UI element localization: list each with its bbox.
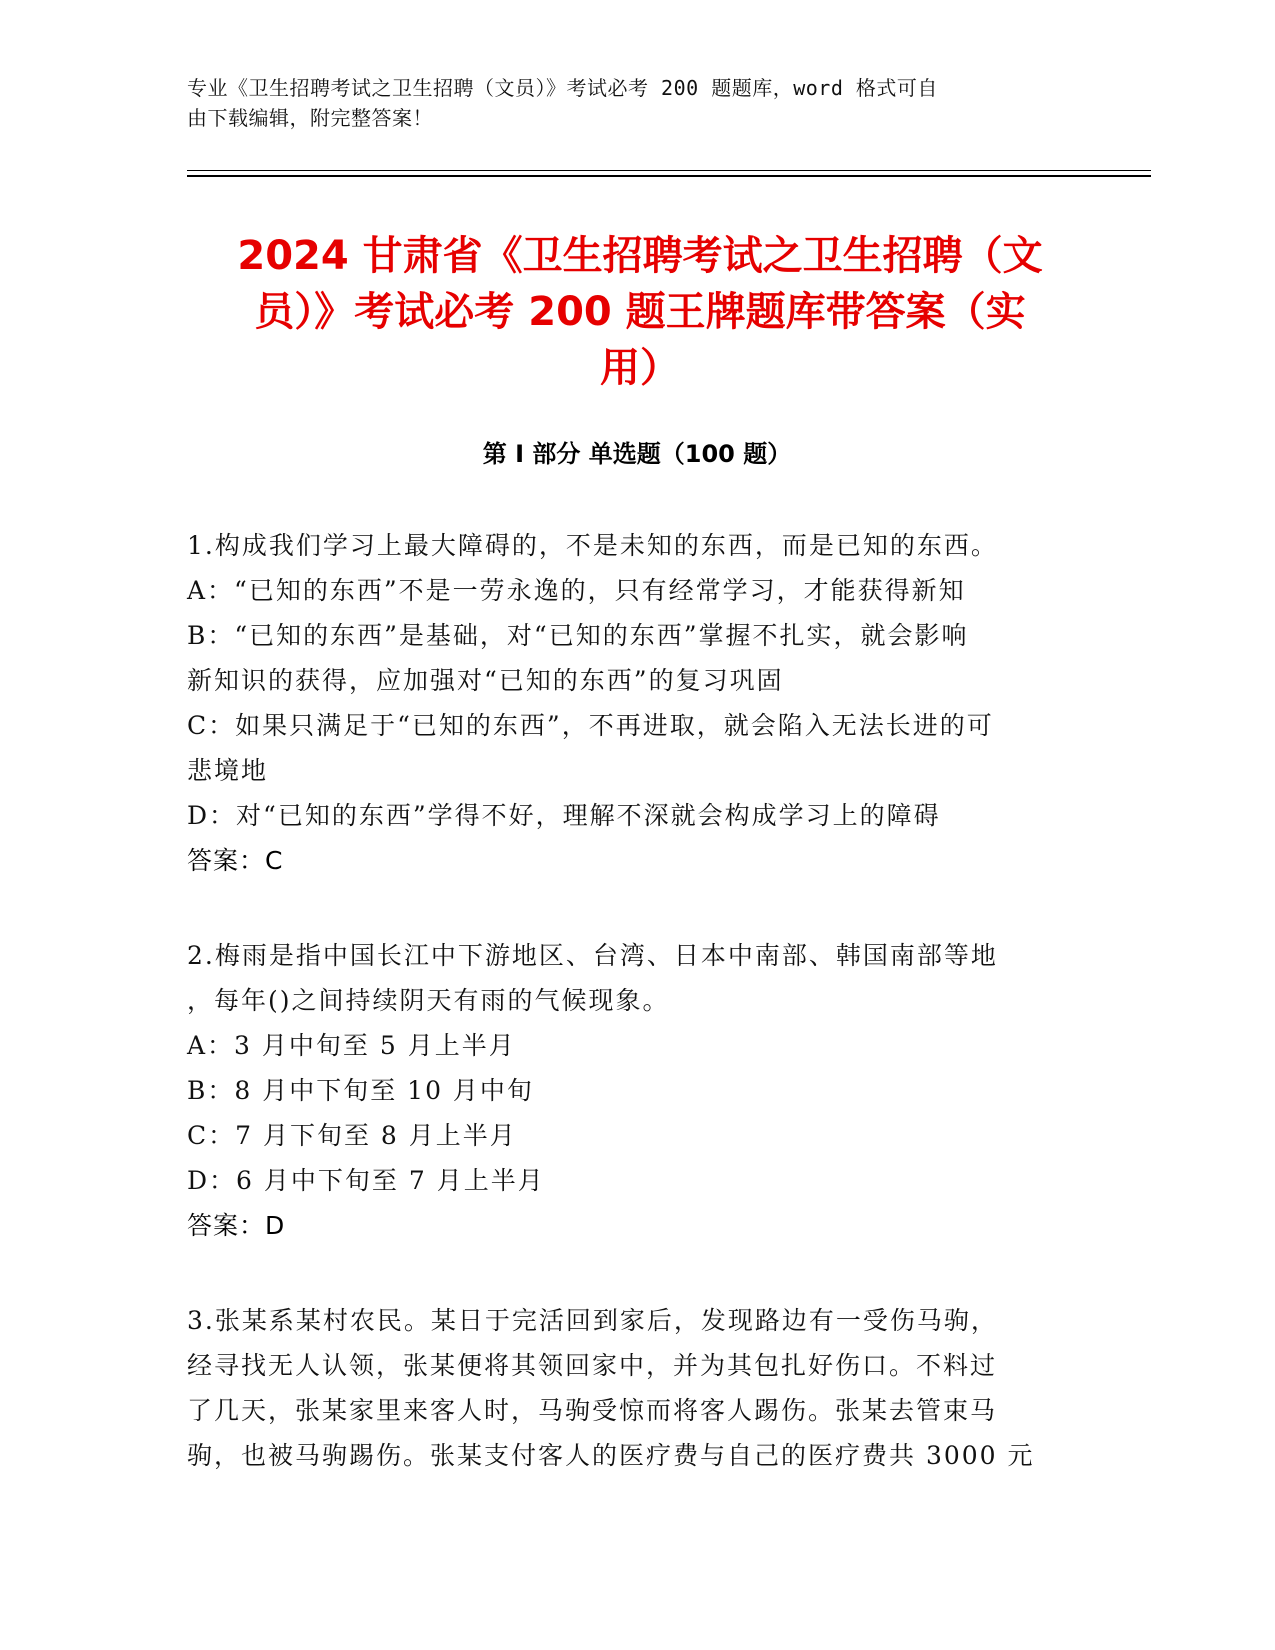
question-stem: 驹，也被马驹踢伤。张某支付客人的医疗费与自己的医疗费共 3000 元 xyxy=(187,1441,1035,1470)
question-stem: 3.张某系某村农民。某日于完活回到家后，发现路边有一受伤马驹， xyxy=(187,1306,998,1335)
header-divider-thin xyxy=(187,170,1151,171)
question-option: 新知识的获得，应加强对“已知的东西”的复习巩固 xyxy=(187,666,784,695)
section-heading: 第 I 部分 单选题（100 题） xyxy=(482,440,792,468)
question-option: A：“已知的东西”不是一劳永逸的，只有经常学习，才能获得新知 xyxy=(187,576,966,605)
question-list xyxy=(187,523,1082,1528)
document-title xyxy=(190,228,1090,396)
question-option: D：对“已知的东西”学得不好，理解不深就会构成学习上的障碍 xyxy=(187,801,941,830)
question-option: C：7 月下旬至 8 月上半月 xyxy=(187,1121,517,1150)
question-item xyxy=(187,1298,1082,1478)
title-line: 员）》考试必考 200 题王牌题库带答案（实 xyxy=(254,289,1026,335)
question-option: B：“已知的东西”是基础，对“已知的东西”掌握不扎实，就会影响 xyxy=(187,621,969,650)
question-item xyxy=(187,523,1082,883)
title-line: 2024 甘肃省《卫生招聘考试之卫生招聘（文 xyxy=(237,233,1043,279)
question-answer: 答案：C xyxy=(187,846,284,875)
question-stem: 2.梅雨是指中国长江中下游地区、台湾、日本中南部、韩国南部等地 xyxy=(187,941,998,970)
question-stem: ，每年()之间持续阴天有雨的气候现象。 xyxy=(187,986,670,1015)
question-answer: 答案：D xyxy=(187,1211,286,1240)
title-line: 用） xyxy=(600,345,680,391)
question-option: C：如果只满足于“已知的东西”，不再进取，就会陷入无法长进的可 xyxy=(187,711,994,740)
question-item xyxy=(187,933,1082,1248)
question-option: B：8 月中下旬至 10 月中旬 xyxy=(187,1076,534,1105)
question-stem: 1.构成我们学习上最大障碍的，不是未知的东西，而是已知的东西。 xyxy=(187,531,998,560)
document-intro xyxy=(187,73,1067,133)
question-stem: 了几天，张某家里来客人时，马驹受惊而将客人踢伤。张某去管束马 xyxy=(187,1396,998,1425)
question-option: A：3 月中旬至 5 月上半月 xyxy=(187,1031,516,1060)
intro-line: 由下载编辑，附完整答案！ xyxy=(187,106,433,130)
header-divider-thick xyxy=(187,175,1151,177)
question-option: 悲境地 xyxy=(187,756,269,785)
question-stem: 经寻找无人认领，张某便将其领回家中，并为其包扎好伤口。不料过 xyxy=(187,1351,998,1380)
question-option: D：6 月中下旬至 7 月上半月 xyxy=(187,1166,545,1195)
intro-line: 专业《卫生招聘考试之卫生招聘（文员）》考试必考 200 题题库，word 格式可自 xyxy=(187,76,938,100)
